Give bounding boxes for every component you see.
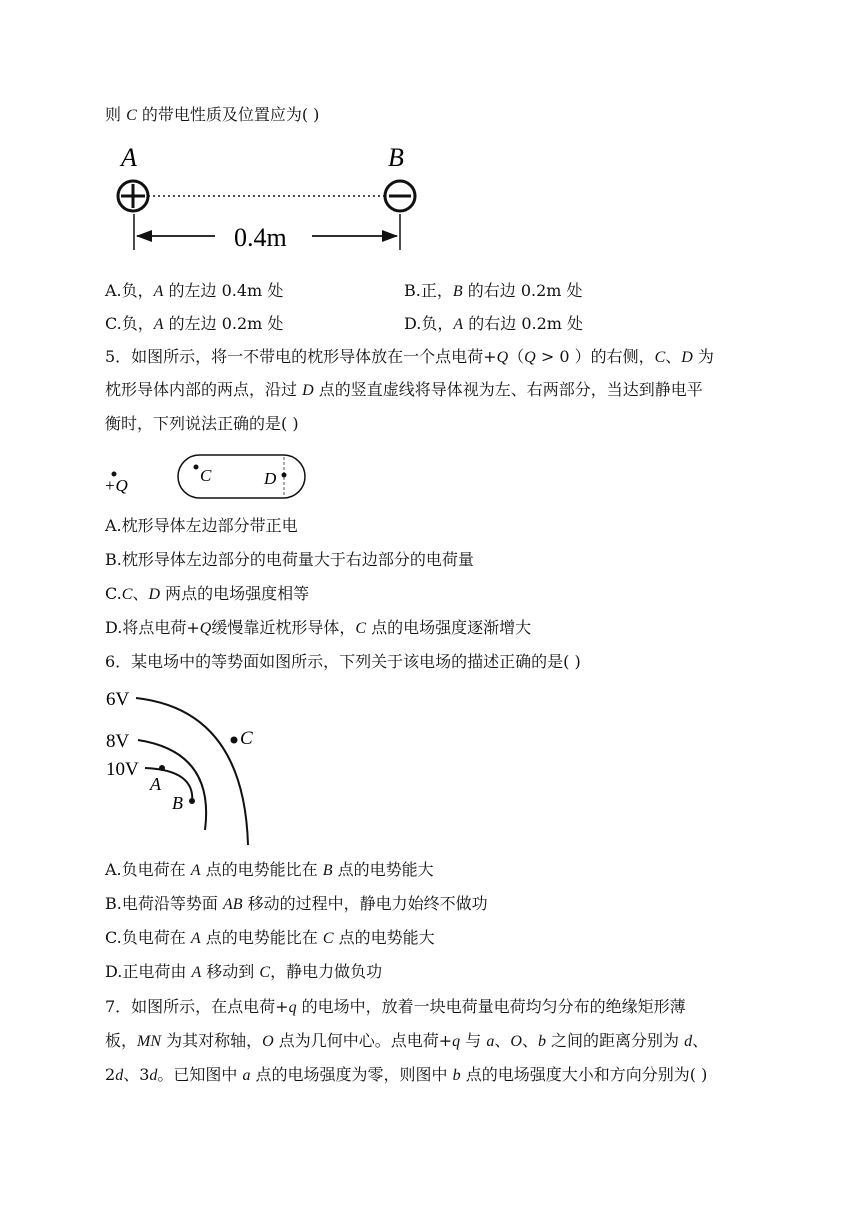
q4-distance-label: 0.4m: [234, 223, 287, 252]
q6-label-8v: 8V: [106, 731, 130, 752]
q6-point-c-label: C: [240, 728, 253, 749]
q6-option-b[interactable]: B.电荷沿等势面 AB 移动的过程中，静电力始终不做功: [105, 894, 488, 913]
q5-option-c[interactable]: C.C、D 两点的电场强度相等: [105, 584, 310, 603]
q6-point-b-dot: [189, 798, 195, 804]
q7-stem-line3: 2d、3d。已知图中 a 点的电场强度为零，则图中 b 点的电场强度大小和方向分别为( ): [105, 1065, 708, 1084]
q6-point-c-dot: [231, 737, 238, 744]
q5-point-d-label: D: [264, 469, 277, 488]
q6-option-c[interactable]: C.负电荷在 A 点的电势能比在 C 点的电势能大: [105, 928, 435, 947]
q4-option-c[interactable]: C.负，A 的左边 0.2m 处: [105, 314, 284, 333]
q5-option-d[interactable]: D.将点电荷+Q缓慢靠近枕形导体，C 点的电场强度逐渐增大: [105, 618, 532, 637]
q6-point-a-label: A: [150, 774, 161, 794]
q5-stem-line3: 衡时，下列说法正确的是( ): [105, 414, 299, 433]
q5-stem-line2: 枕形导体内部的两点，沿过 D 点的竖直虚线将导体视为左、右两部分，当达到静电平: [105, 380, 703, 399]
q4-label-b: B: [388, 143, 404, 172]
q6-label-10v: 10V: [106, 759, 139, 780]
q6-stem: 6．某电场中的等势面如图所示，下列关于该电场的描述正确的是( ): [105, 652, 581, 671]
q5-charge-label: +Q: [104, 476, 128, 495]
equipotential-8v: [138, 740, 206, 830]
q6-option-a[interactable]: A.负电荷在 A 点的电势能比在 B 点的电势能大: [105, 860, 434, 879]
q5-point-c-label: C: [200, 466, 212, 485]
q5-stem-line1: 5．如图所示，将一不带电的枕形导体放在一个点电荷+Q（Q > 0 ）的右侧，C、D 为: [105, 347, 714, 366]
q5-option-b[interactable]: B.枕形导体左边部分的电荷量大于右边部分的电荷量: [105, 550, 474, 569]
q7-stem-line2: 板，MN 为其对称轴，O 点为几何中心。点电荷+q 与 a、O、b 之间的距离分别为 d、: [105, 1031, 709, 1050]
q6-label-6v: 6V: [106, 689, 130, 710]
q6-point-b-label: B: [172, 793, 183, 813]
q4-option-a[interactable]: A.负，A 的左边 0.4m 处: [105, 281, 284, 300]
q4-option-b[interactable]: B.正，B 的右边 0.2m 处: [404, 281, 583, 300]
equipotential-6v: [136, 698, 248, 845]
q4-stem: 则 C 的带电性质及位置应为( ): [105, 105, 320, 124]
q6-option-d[interactable]: D.正电荷由 A 移动到 C，静电力做负功: [105, 962, 383, 981]
q4-label-a: A: [121, 143, 137, 172]
q6-point-a-dot: [159, 765, 165, 771]
q5-option-a[interactable]: A.枕形导体左边部分带正电: [105, 516, 298, 535]
q7-stem-line1: 7．如图所示，在点电荷+q 的电场中，放着一块电荷量电荷均匀分布的绝缘矩形薄: [105, 997, 686, 1016]
q4-option-d[interactable]: D.负，A 的右边 0.2m 处: [404, 314, 584, 333]
